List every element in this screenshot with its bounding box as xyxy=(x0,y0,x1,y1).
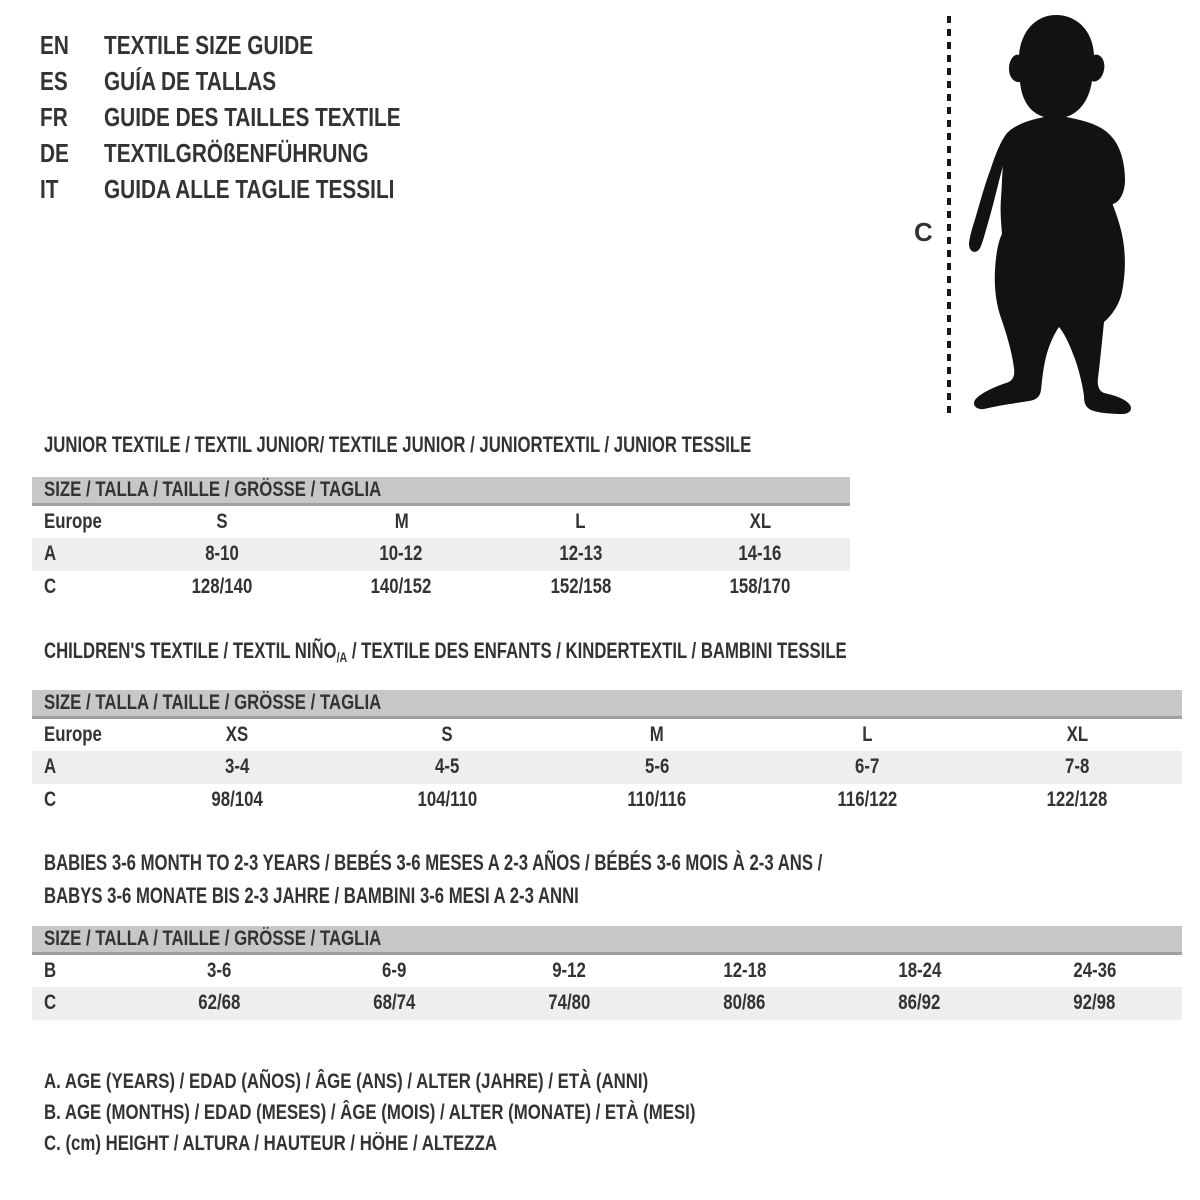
legend-line-b xyxy=(44,1097,858,1128)
table-cell xyxy=(312,538,492,571)
cell-text: 3-4 xyxy=(224,755,250,778)
table-cell xyxy=(342,751,552,784)
toddler-silhouette xyxy=(956,10,1140,422)
table-cell xyxy=(671,505,851,538)
table-cell xyxy=(312,571,492,604)
cell-text: 6-9 xyxy=(382,958,407,982)
children-title-after: / TEXTILE DES ENFANTS / KINDERTEXTIL / BAMBINI TESSILE xyxy=(347,638,847,663)
junior-row-a xyxy=(32,538,850,571)
cell-text: 152/158 xyxy=(550,575,612,598)
table-cell xyxy=(312,505,492,538)
row-label-cell xyxy=(32,954,132,987)
cell-text: B xyxy=(44,958,57,982)
legend-line-c xyxy=(44,1128,858,1159)
cell-text: 158/170 xyxy=(729,575,791,598)
cell-text: 80/86 xyxy=(723,991,766,1014)
table-cell xyxy=(972,784,1182,817)
table-cell xyxy=(132,784,342,817)
cell-text: 140/152 xyxy=(370,575,432,598)
cell-text: 68/74 xyxy=(373,991,416,1014)
table-cell xyxy=(552,718,762,751)
children-row-a xyxy=(32,751,1182,784)
junior-section-title xyxy=(44,434,975,456)
cell-text: 18-24 xyxy=(898,958,941,982)
size-header-cell xyxy=(32,477,850,505)
table-cell xyxy=(132,987,307,1020)
table-cell xyxy=(132,571,312,604)
junior-row-c xyxy=(32,571,850,604)
size-header-text: SIZE / TALLA / TAILLE / GRÖSSE / TAGLIA xyxy=(44,691,382,714)
cell-text: 62/68 xyxy=(198,991,241,1014)
cell-text: 12-13 xyxy=(559,542,603,565)
lang-code-fr: FR xyxy=(40,101,68,132)
table-cell xyxy=(671,538,851,571)
junior-title-text: JUNIOR TEXTILE / TEXTIL JUNIOR/ TEXTILE JUNIOR / JUNIORTEXTIL / JUNIOR TESSILE xyxy=(44,432,752,457)
table-cell xyxy=(132,718,342,751)
lang-title-de: TEXTILGRÖßENFÜHRUNG xyxy=(104,137,369,168)
babies-row-b xyxy=(32,954,1182,987)
cell-text: S xyxy=(441,722,453,746)
table-cell xyxy=(1007,987,1182,1020)
row-label-cell xyxy=(32,751,132,784)
lang-code-it: IT xyxy=(40,173,59,204)
babies-section-title xyxy=(44,846,1068,912)
lang-title-fr: GUIDE DES TAILLES TEXTILE xyxy=(104,101,401,132)
table-cell xyxy=(552,751,762,784)
height-measure-label: C xyxy=(914,217,933,247)
children-size-header-row xyxy=(32,690,1182,718)
table-cell xyxy=(132,751,342,784)
children-row-c xyxy=(32,784,1182,817)
legend-line-a xyxy=(44,1066,858,1097)
lang-row-it xyxy=(40,171,475,207)
row-label-cell xyxy=(32,718,132,751)
table-cell xyxy=(491,571,671,604)
lang-title-en: TEXTILE SIZE GUIDE xyxy=(104,29,314,60)
cell-text: 14-16 xyxy=(738,542,782,565)
legend-text-b: B. AGE (MONTHS) / EDAD (MESES) / ÂGE (MOIS) / ALTER (MONATE) / ETÀ (MESI) xyxy=(44,1100,696,1124)
lang-row-es xyxy=(40,63,475,99)
lang-row-de xyxy=(40,135,475,171)
cell-text: 9-12 xyxy=(552,958,587,982)
legend-text-a: A. AGE (YEARS) / EDAD (AÑOS) / ÂGE (ANS) / ALTER (JAHRE) / ETÀ (ANNI) xyxy=(44,1069,649,1093)
cell-text: 122/128 xyxy=(1046,788,1108,811)
cell-text: 3-6 xyxy=(207,958,232,982)
table-cell xyxy=(762,751,972,784)
cell-text: C xyxy=(44,991,57,1014)
table-cell xyxy=(762,718,972,751)
table-cell xyxy=(762,784,972,817)
babies-size-header-row xyxy=(32,926,1182,954)
cell-text: C xyxy=(44,575,57,598)
cell-text: 12-18 xyxy=(723,958,766,982)
table-cell xyxy=(657,954,832,987)
table-cell xyxy=(307,987,482,1020)
cell-text: C xyxy=(44,788,57,811)
table-cell xyxy=(342,718,552,751)
table-cell xyxy=(342,784,552,817)
table-cell xyxy=(482,987,657,1020)
junior-size-table xyxy=(32,477,850,604)
table-cell xyxy=(491,538,671,571)
junior-row-europe xyxy=(32,505,850,538)
cell-text: M xyxy=(650,722,664,746)
cell-text: 98/104 xyxy=(211,788,263,811)
cell-text: 86/92 xyxy=(898,991,941,1014)
cell-text: 7-8 xyxy=(1064,755,1090,778)
children-title-text xyxy=(44,640,847,668)
table-cell xyxy=(832,987,1007,1020)
cell-text: Europe xyxy=(44,722,102,746)
cell-text: L xyxy=(575,509,586,533)
table-cell xyxy=(972,718,1182,751)
table-cell xyxy=(132,505,312,538)
lang-title-it: GUIDA ALLE TAGLIE TESSILI xyxy=(104,173,395,204)
babies-title-line1: BABIES 3-6 MONTH TO 2-3 YEARS / BEBÉS 3-6 MESES A 2-3 AÑOS / BÉBÉS 3-6 MOIS À 2-3 ANS / xyxy=(44,850,823,875)
table-cell xyxy=(482,954,657,987)
cell-text: Europe xyxy=(44,509,102,533)
children-title-sub: /A xyxy=(336,649,348,665)
cell-text: M xyxy=(394,509,409,533)
language-header xyxy=(40,27,475,207)
row-label-cell xyxy=(32,505,132,538)
cell-text: XL xyxy=(749,509,771,533)
children-size-table xyxy=(32,690,1182,817)
lang-code-de: DE xyxy=(40,137,69,168)
cell-text: 104/110 xyxy=(417,788,477,811)
cell-text: 128/140 xyxy=(191,575,253,598)
babies-title-line2: BABYS 3-6 MONATE BIS 2-3 JAHRE / BAMBINI 3-6 MESI A 2-3 ANNI xyxy=(44,883,579,908)
cell-text: XL xyxy=(1066,722,1088,746)
lang-row-fr xyxy=(40,99,475,135)
cell-text: 116/122 xyxy=(837,788,897,811)
size-header-cell xyxy=(32,690,1182,718)
cell-text: 5-6 xyxy=(644,755,670,778)
lang-code-en: EN xyxy=(40,29,69,60)
table-cell xyxy=(1007,954,1182,987)
cell-text: 74/80 xyxy=(548,991,591,1014)
lang-title-es: GUÍA DE TALLAS xyxy=(104,65,277,96)
table-cell xyxy=(972,751,1182,784)
height-measure-dashed-line xyxy=(947,16,951,416)
table-cell xyxy=(671,571,851,604)
cell-text: S xyxy=(216,509,228,533)
legend-text-c: C. (cm) HEIGHT / ALTURA / HAUTEUR / HÖHE / ALTEZZA xyxy=(44,1131,497,1155)
legend xyxy=(44,1066,858,1159)
cell-text: 8-10 xyxy=(204,542,239,565)
size-header-cell xyxy=(32,926,1182,954)
cell-text: 110/116 xyxy=(627,788,687,811)
row-label-cell xyxy=(32,571,132,604)
table-cell xyxy=(132,954,307,987)
junior-size-header-row xyxy=(32,477,850,505)
cell-text: 4-5 xyxy=(434,755,460,778)
cell-text: XS xyxy=(225,722,249,746)
size-header-text: SIZE / TALLA / TAILLE / GRÖSSE / TAGLIA xyxy=(44,927,382,950)
size-header-text: SIZE / TALLA / TAILLE / GRÖSSE / TAGLIA xyxy=(44,478,382,501)
lang-row-en xyxy=(40,27,475,63)
table-cell xyxy=(832,954,1007,987)
children-title-before: CHILDREN'S TEXTILE / TEXTIL NIÑO xyxy=(44,638,337,663)
cell-text: 6-7 xyxy=(854,755,880,778)
row-label-cell xyxy=(32,784,132,817)
row-label-cell xyxy=(32,538,132,571)
cell-text: A xyxy=(44,755,57,778)
babies-row-c xyxy=(32,987,1182,1020)
table-cell xyxy=(552,784,762,817)
cell-text: 92/98 xyxy=(1073,991,1116,1014)
table-cell xyxy=(132,538,312,571)
table-cell xyxy=(307,954,482,987)
babies-size-table xyxy=(32,926,1182,1020)
cell-text: 10-12 xyxy=(379,542,423,565)
table-cell xyxy=(657,987,832,1020)
cell-text: L xyxy=(861,722,873,746)
row-label-cell xyxy=(32,987,132,1020)
lang-code-es: ES xyxy=(40,65,68,96)
children-section-title xyxy=(44,640,1100,668)
children-row-europe xyxy=(32,718,1182,751)
cell-text: A xyxy=(44,542,57,565)
cell-text: 24-36 xyxy=(1073,958,1116,982)
table-cell xyxy=(491,505,671,538)
